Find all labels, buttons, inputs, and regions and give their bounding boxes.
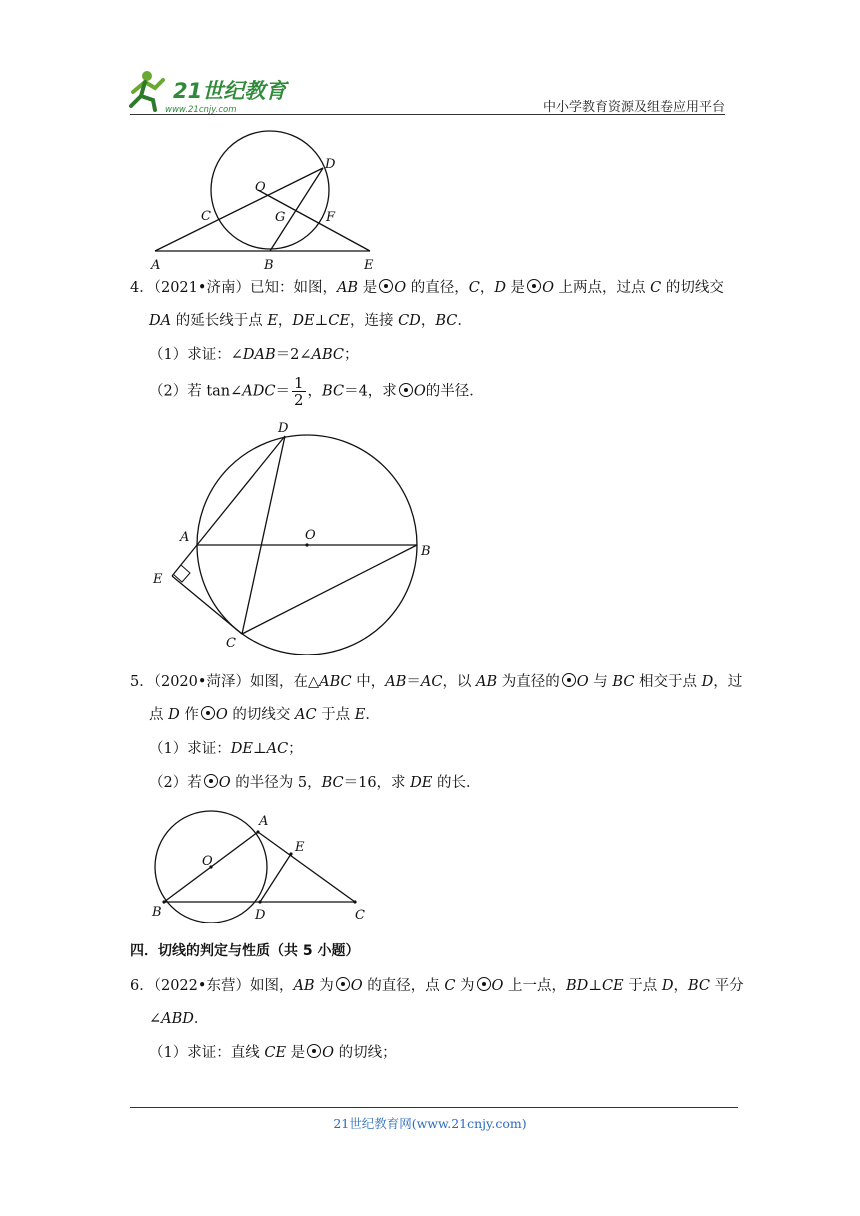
header-platform-text: 中小学教育资源及组卷应用平台 — [542, 100, 725, 115]
q6-part1: （1）求证：直线 CE 是 O 的切线； — [149, 1045, 397, 1061]
q6-line2: ∠ABD． — [149, 1011, 209, 1027]
fig4-label-A: A — [180, 530, 190, 545]
fig5-label-O: O — [202, 854, 213, 869]
q6-source: （2022•东营） — [153, 978, 250, 994]
fig3-label-F: F — [326, 210, 336, 225]
fig3-label-O: O — [255, 180, 266, 195]
q5-part1: （1）求证：DE⊥AC； — [149, 741, 303, 757]
circle-dot-icon — [399, 383, 413, 397]
q6-line1: 6．（2022•东营）如图，AB 为 O 的直径，点 C 为 O 上一点，BD⊥CE 于点 D，BC 平分 — [130, 978, 744, 994]
q4-line1: 4．（2021•济南）已知：如图，AB 是 O 的直径，C，D 是 O 上两点，过点 C 的切线交 — [130, 280, 724, 296]
fig4-label-E: E — [153, 572, 163, 587]
fig5-label-E: E — [295, 840, 305, 855]
fraction: $\frac{1}{2}$ — [294, 374, 304, 409]
fig3-label-G: G — [275, 210, 286, 225]
circle-dot-icon — [527, 279, 541, 293]
header-divider — [130, 114, 725, 115]
fig3-label-B: B — [264, 258, 274, 273]
site-logo — [125, 66, 295, 116]
fig3-label-E: E — [364, 258, 374, 273]
circle-dot-icon — [307, 1044, 321, 1058]
q5-line2: 点 D 作 O 的切线交 AC 于点 E． — [149, 707, 380, 723]
logo-url: www.21cnjy.com — [165, 105, 237, 115]
fig5-label-C: C — [355, 908, 365, 923]
circle-dot-icon — [204, 774, 218, 788]
fig5-label-D: D — [255, 908, 266, 923]
footer-divider — [130, 1107, 738, 1108]
fig4-label-D: D — [278, 421, 289, 436]
fig4-label-B: B — [421, 544, 431, 559]
q5-source: （2020•菏泽） — [153, 674, 250, 690]
circle-dot-icon — [201, 706, 215, 720]
footer-link[interactable]: 21世纪教育网(www.21cnjy.com) — [333, 1116, 527, 1131]
fig4-label-O: O — [305, 528, 316, 543]
q4-part1: （1）求证：∠DAB＝2∠ABC； — [149, 347, 359, 363]
fig3-label-C: C — [201, 209, 211, 224]
circle-dot-icon — [562, 673, 576, 687]
section-title: 四．切线的判定与性质（共 5 小题） — [130, 943, 360, 959]
q6-number: 6． — [130, 978, 154, 994]
q5-part2: （2）若 O 的半径为 5，BC＝16，求 DE 的长． — [149, 775, 481, 791]
circle-dot-icon — [336, 977, 350, 991]
circle-dot-icon — [477, 977, 491, 991]
fig5-label-B: B — [152, 905, 162, 920]
q4-number: 4． — [130, 280, 154, 296]
runner-icon — [131, 71, 163, 110]
fig3-label-A: A — [151, 258, 161, 273]
q4-line2: DA 的延长线于点 E，DE⊥CE，连接 CD，BC． — [149, 313, 472, 329]
figure-q3 — [140, 130, 400, 275]
q5-number: 5． — [130, 674, 154, 690]
figure-q4 — [145, 415, 445, 655]
circle-dot-icon — [379, 279, 393, 293]
q4-source: （2021•济南） — [153, 280, 250, 296]
fig5-label-A: A — [259, 814, 269, 829]
q5-line1: 5．（2020•菏泽）如图，在△ABC 中，AB＝AC，以 AB 为直径的 O 与 BC 相交于点 D，过 — [130, 674, 743, 690]
logo-text: 21世纪教育 — [173, 79, 287, 103]
fig3-label-D: D — [325, 157, 336, 172]
fig4-label-C: C — [226, 636, 236, 651]
figure-q5 — [145, 808, 385, 923]
q4-part2: （2）若 tan∠ADC＝ $\frac{1}{2}$ ，BC＝4，求 O的半径． — [149, 374, 484, 409]
